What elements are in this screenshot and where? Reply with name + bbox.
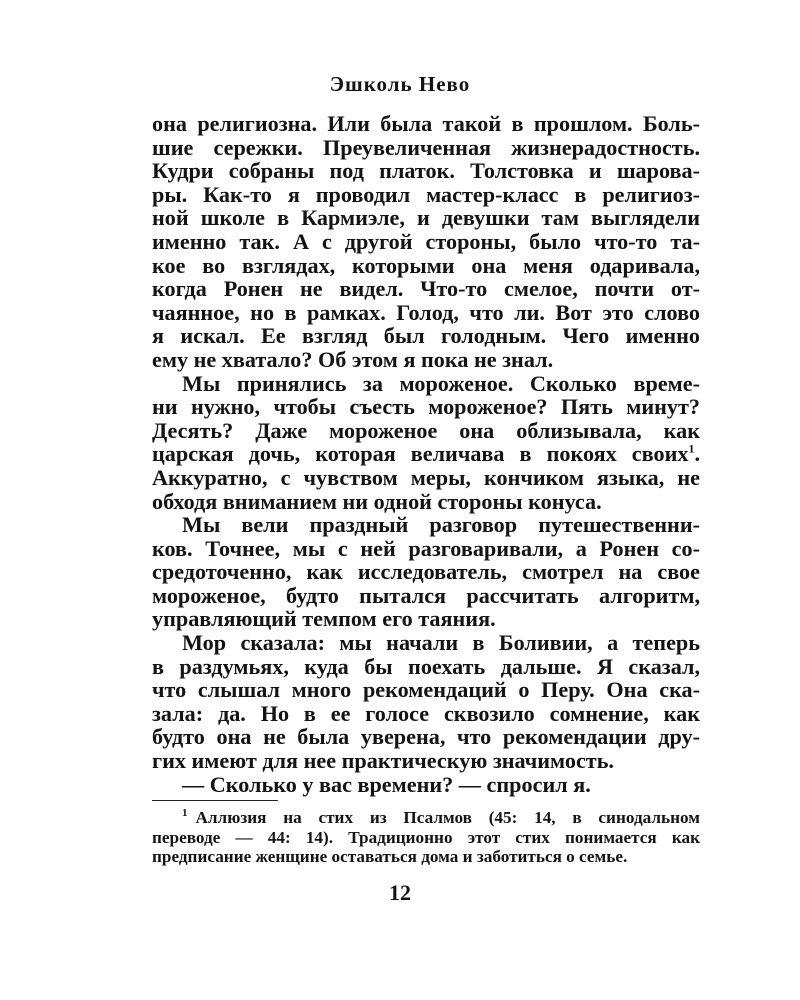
- text-line: Мор сказала: мы начали в Боливии, а теперь: [182, 630, 700, 656]
- footnote: [152, 808, 700, 867]
- body-text: [152, 112, 700, 796]
- text-line: ни нужно, чтобы съесть мороженое? Пять минут?: [152, 394, 700, 420]
- footnote-marker: 1: [688, 441, 695, 456]
- text-line: Аккуратно, с чувством меры, кончиком языка, не: [152, 464, 700, 490]
- footnote-number: 1: [182, 807, 188, 820]
- text-line: Мы вели праздный разговор путешественни-: [182, 512, 700, 538]
- footnote-line: переводе — 44: 14). Традиционно этот стих понимается как: [152, 827, 700, 847]
- paragraph-4: [152, 631, 700, 773]
- text-line: зала: да. Но в ее голосе сквозило сомнение, как: [152, 700, 700, 726]
- page-number: 12: [389, 880, 411, 905]
- text-line: гих имеют для нее практическую значимость.: [152, 748, 614, 774]
- text-line: средоточенно, как исследователь, смотрел на свое: [152, 559, 700, 585]
- text-line: чаянное, но в рамках. Голод, что ли. Вот это слово: [152, 299, 700, 325]
- footnote-divider: [152, 800, 278, 801]
- text-line-with-footnote: царская дочь, которая величава в покоях своих$^1$.: [152, 441, 700, 467]
- paragraph-1: [152, 112, 700, 372]
- text-line: когда Ронен не видел. Что-то смелое, почти от-: [152, 276, 700, 302]
- text-fragment: Аллюзия на стих из Псалмов (45: 14, в синодальном: [195, 808, 700, 827]
- text-line: ков. Точнее, мы с ней разговаривали, а Ронен со-: [152, 535, 700, 561]
- text-line: ры. Как-то я проводил мастер-класс в религиоз-: [152, 181, 700, 207]
- text-line: Мы принялись за мороженое. Сколько време-: [182, 370, 700, 396]
- text-line: ему не хватало? Об этом я пока не знал.: [152, 346, 554, 372]
- footnote-line: предписание женщине оставаться дома и заботиться о семье.: [152, 847, 628, 866]
- text-line: шие сережки. Преувеличенная жизнерадостность.: [152, 134, 700, 160]
- text-line: управляющий темпом его таяния.: [152, 606, 496, 632]
- text-line: обходя вниманием ни одной стороны конуса.: [152, 488, 602, 514]
- text-line: кое во взглядах, которыми она меня одаривала,: [152, 252, 700, 278]
- footnote-line: [152, 808, 700, 828]
- text-line: в раздумьях, куда бы поехать дальше. Я сказал,: [152, 653, 700, 679]
- text-line: Десять? Даже мороженое она облизывала, как: [152, 417, 700, 443]
- text-line: ной школе в Кармиэле, и девушки там выглядели: [152, 205, 700, 231]
- text-line: именно так. А с другой стороны, было что-то та-: [152, 228, 700, 254]
- text-line: что слышал много рекомендаций о Перу. Она ска-: [152, 677, 700, 703]
- running-head: Эшколь Нево: [329, 72, 471, 96]
- text-line: я искал. Ее взгляд был голодным. Чего именно: [152, 323, 700, 349]
- paragraph-5: [152, 773, 700, 797]
- dialogue-line: — Сколько у вас времени? — спросил я.: [182, 771, 591, 797]
- text-line: мороженое, будто пытался рассчитать алгоритм,: [152, 582, 700, 608]
- paragraph-3: [152, 513, 700, 631]
- text-fragment: царская дочь, которая величава в покоях своих: [152, 441, 689, 467]
- text-line: она религиозна. Или была такой в прошлом. Боль-: [152, 111, 700, 136]
- text-line: Кудри собраны под платок. Толстовка и шарова-: [152, 158, 700, 184]
- text-line: будто она не была уверена, что рекомендации дру-: [152, 724, 700, 750]
- paragraph-2: [152, 372, 700, 514]
